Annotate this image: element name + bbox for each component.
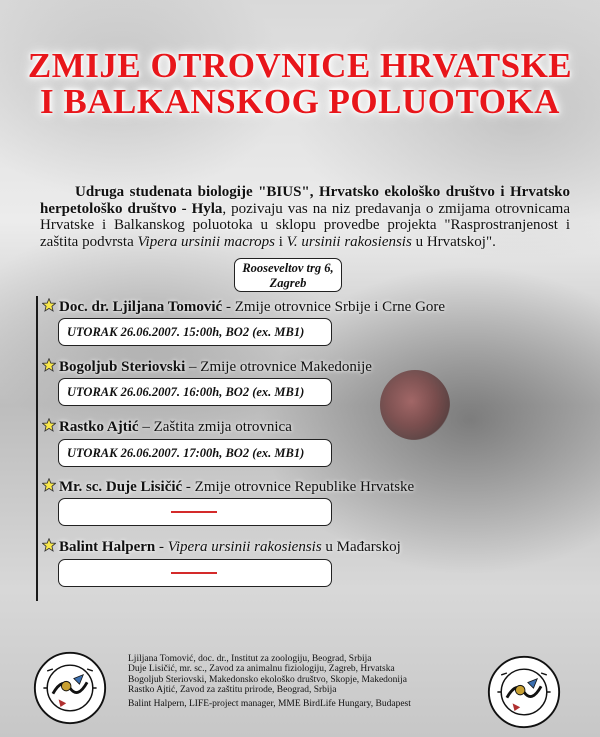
intro-text-2: i [274, 233, 287, 250]
placeholder-dash [171, 572, 217, 574]
lecture-speaker: Doc. dr. Ljiljana Tomović [59, 299, 223, 315]
venue-line-2: Zagreb [269, 276, 307, 290]
lecture-topic: Zmije otrovnice Srbije i Crne Gore [234, 299, 446, 315]
intro-paragraph [40, 184, 570, 250]
speaker-credits [128, 654, 474, 709]
lecture-topic: u Mađarskoj [321, 539, 401, 555]
placeholder-dash [171, 511, 217, 513]
credit-line: Bogoljub Steriovski, Makedonsko ekološko društvo, Skopje, Makedonija [128, 674, 407, 685]
lecture-time-slot-empty [58, 498, 332, 526]
page-title-line-2: I BALKANSKOG POLUOTOKA [40, 82, 560, 121]
lecture-topic-species: Vipera ursinii rakosiensis [167, 539, 322, 555]
star-icon [42, 358, 56, 372]
lecture-time-slot-empty [58, 559, 332, 587]
lecture-speaker: Mr. sc. Duje Lisičić [59, 479, 183, 495]
lecture-topic: Zmije otrovnice Republike Hrvatske [194, 479, 415, 495]
lecture-topic: Zmije otrovnice Makedonije [200, 359, 372, 375]
intro-organizers: Udruga studenata biologije "BIUS", Hrvatsko ekološko društvo i Hrvatsko herpetološko društvo - Hyla [40, 184, 570, 217]
lecture-topic: Zaštita zmija otrovnica [153, 419, 292, 435]
intro-species-1: Vipera ursinii macrops [137, 233, 275, 250]
lecture-item [42, 478, 562, 496]
lecture-time-slot: UTORAK 26.06.2007. 15:00h, BO2 (ex. MB1) [58, 318, 332, 346]
lecture-separator: – [138, 419, 154, 435]
lecture-separator: – [185, 359, 201, 375]
intro-text-3: u Hrvatskoj". [411, 233, 496, 250]
lecture-speaker: Rastko Ajtić [59, 419, 139, 435]
credit-line: Ljiljana Tomović, doc. dr., Institut za zoologiju, Beograd, Srbija [128, 654, 372, 664]
lecture-speaker: Bogoljub Steriovski [59, 359, 186, 375]
lecture-separator: - [182, 479, 195, 495]
lecture-item [42, 358, 562, 376]
intro-species-2: V. ursinii rakosiensis [286, 233, 412, 250]
lecture-separator: - [155, 539, 168, 555]
venue-box [234, 258, 342, 292]
lecture-time-slot: UTORAK 26.06.2007. 16:00h, BO2 (ex. MB1) [58, 378, 332, 406]
intro-text-1: , pozivaju vas na niz predavanja o zmijama otrovnicama Hrvatske i Balkanskog poluotoka u sklopu provedbe projekta "Rasprostranjenost i zaštita podvrsta [40, 200, 570, 250]
lecture-list-divider [36, 296, 38, 601]
venue-line-1: Rooseveltov trg 6, [242, 261, 334, 275]
bius-logo-left [32, 650, 108, 726]
lecture-time-slot: UTORAK 26.06.2007. 17:00h, BO2 (ex. MB1) [58, 439, 332, 467]
credit-line: Rastko Ajtić, Zavod za zaštitu prirode, Beograd, Srbija [128, 685, 337, 696]
lecture-item [42, 418, 562, 436]
star-icon [42, 538, 56, 552]
credit-line: Duje Lisičić, mr. sc., Zavod za animalnu fiziologiju, Zagreb, Hrvatska [128, 664, 395, 675]
credit-line: Balint Halpern, LIFE-project manager, MME BirdLife Hungary, Budapest [128, 698, 411, 709]
star-icon [42, 298, 56, 312]
bius-logo-right [486, 654, 562, 730]
lecture-speaker: Balint Halpern [59, 539, 156, 555]
page-title-line-1: ZMIJE OTROVNICE HRVATSKE [27, 46, 573, 85]
star-icon [42, 418, 56, 432]
lecture-separator: - [222, 299, 235, 315]
lecture-item [42, 538, 562, 556]
lecture-item [42, 298, 562, 316]
star-icon [42, 478, 56, 492]
